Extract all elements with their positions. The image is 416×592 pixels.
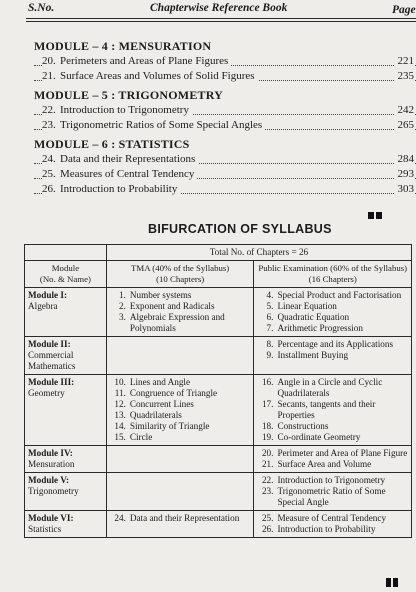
chapter-item: 4. Special Product and Factorisation — [266, 290, 402, 300]
header-rule-thin — [26, 21, 416, 22]
module-name: Algebra — [28, 301, 58, 311]
chapter-item: 24. Data and their Representation — [114, 513, 240, 523]
exam-cell — [254, 511, 412, 538]
page-header — [0, 0, 416, 34]
toc-entry — [34, 182, 416, 197]
table-row — [25, 375, 412, 446]
exam-cell — [254, 473, 412, 511]
chapter-item: 17. Secants, tangents and their Properties — [261, 399, 376, 420]
toc-entry — [34, 167, 416, 182]
module-heading: MODULE – 6 : STATISTICS — [34, 137, 190, 151]
exam-cell — [254, 446, 412, 473]
page-number: 235 — [395, 69, 415, 84]
chapter-title: Data and their Representations — [60, 153, 196, 165]
chapter-number: 23. — [42, 119, 56, 131]
page-end-marker — [386, 574, 400, 592]
table-row — [25, 473, 412, 511]
table-row — [25, 337, 412, 375]
chapter-title: Perimeters and Areas of Plane Figures — [60, 55, 229, 67]
module-number: Module IV: — [28, 448, 73, 458]
module-name: Commercial Mathematics — [28, 350, 76, 371]
module-name: Mensuration — [28, 459, 75, 469]
syllabus-table — [24, 244, 412, 538]
chapter-item: 9. Installment Buying — [266, 350, 349, 360]
module-name: Trigonometry — [28, 486, 79, 496]
chapter-item: 1. Number systems — [118, 290, 192, 300]
page-number: 242 — [395, 103, 415, 118]
chapter-number: 22. — [42, 104, 56, 116]
tma-cell — [106, 473, 254, 511]
tma-cell — [106, 375, 254, 446]
section-title: BIFURCATION OF SYLLABUS — [148, 222, 332, 236]
chapter-number: 26. — [42, 183, 56, 195]
chapter-item: 19. Co-ordinate Geometry — [261, 432, 361, 442]
module-heading: MODULE – 4 : MENSURATION — [34, 39, 212, 53]
section-marker — [368, 206, 388, 214]
chapter-item: 13. Quadrilaterals — [114, 410, 182, 420]
module-name: Statistics — [28, 524, 62, 534]
module-column-header: Module (No. & Name) — [25, 261, 107, 288]
chapter-number: 20. — [42, 55, 56, 67]
book-title: Chapterwise Reference Book — [150, 2, 288, 14]
chapter-item: 10. Lines and Angle — [114, 377, 191, 387]
chapter-number: 21. — [42, 70, 56, 82]
total-chapters: Total No. of Chapters = 26 — [106, 245, 411, 261]
chapter-item: 22. Introduction to Trigonometry — [261, 475, 386, 485]
chapter-number: 24. — [42, 153, 56, 165]
header-rule — [26, 18, 416, 19]
chapter-item: 25. Measure of Central Tendency — [261, 513, 387, 523]
toc-entry — [34, 103, 416, 118]
module-number: Module II: — [28, 339, 71, 349]
page-number: 293 — [395, 167, 415, 182]
chapter-item: 3. Algebraic Expression and Polynomials — [118, 312, 225, 333]
table-row — [25, 511, 412, 538]
module-cell — [25, 375, 107, 446]
column-headers — [25, 261, 412, 288]
toc-entry — [34, 118, 416, 133]
page-number: 221 — [395, 54, 415, 69]
sno-label: S.No. — [28, 2, 55, 14]
module-cell — [25, 446, 107, 473]
tma-column-header: TMA (40% of the Syllabus) (10 Chapters) — [106, 261, 254, 288]
chapter-item: 21. Surface Area and Volume — [261, 459, 372, 469]
toc-entry — [34, 69, 416, 84]
chapter-item: 16. Angle in a Circle and Cyclic Quadrilaterals — [261, 377, 383, 398]
table-row — [25, 288, 412, 337]
module-number: Module V: — [28, 475, 70, 485]
module-cell — [25, 473, 107, 511]
chapter-title: Measures of Central Tendency — [60, 168, 195, 180]
page-number: 303 — [395, 182, 415, 197]
chapter-item: 7. Arithmetic Progression — [266, 323, 363, 333]
module-number: Module III: — [28, 377, 75, 387]
page-number: 265 — [395, 118, 415, 133]
chapter-item: 2. Exponent and Radicals — [118, 301, 215, 311]
table-row — [25, 446, 412, 473]
chapter-title: Introduction to Probability — [60, 183, 178, 195]
chapter-item: 23. Trigonometric Ratio of Some Special Angle — [261, 486, 386, 507]
table-of-contents — [34, 38, 416, 200]
page-number: 284 — [395, 152, 415, 167]
exam-cell — [254, 375, 412, 446]
chapter-title: Trigonometric Ratios of Some Special Angles — [60, 119, 263, 131]
toc-entry — [34, 152, 416, 167]
chapter-item: 14. Similarity of Triangle — [114, 421, 210, 431]
tma-cell — [106, 337, 254, 375]
chapter-item: 26. Introduction to Probability — [261, 524, 376, 534]
chapter-title: Introduction to Trigonometry — [60, 104, 189, 116]
module-name: Geometry — [28, 388, 65, 398]
toc-entry — [34, 54, 416, 69]
chapter-item: 8. Percentage and its Applications — [266, 339, 394, 349]
exam-cell — [254, 337, 412, 375]
module-cell — [25, 511, 107, 538]
chapter-item: 6. Quadratic Equation — [266, 312, 350, 322]
chapter-item: 12. Concurrent Lines — [114, 399, 194, 409]
total-row — [25, 245, 412, 261]
chapter-item: 11. Congruence of Triangle — [114, 388, 218, 398]
tma-cell — [106, 446, 254, 473]
chapter-item: 15. Circle — [114, 432, 153, 442]
chapter-title: Surface Areas and Volumes of Solid Figures — [60, 70, 255, 82]
module-number: Module I: — [28, 290, 68, 300]
module-cell — [25, 288, 107, 337]
exam-column-header: Public Examination (60% of the Syllabus) (16 Chapters) — [254, 261, 412, 288]
chapter-item: 18. Constructions — [261, 421, 329, 431]
tma-cell — [106, 288, 254, 337]
chapter-item: 20. Perimeter and Area of Plane Figure — [261, 448, 408, 458]
chapter-number: 25. — [42, 168, 56, 180]
page-label: Page — [392, 4, 416, 16]
chapter-item: 5. Linear Equation — [266, 301, 337, 311]
module-number: Module VI: — [28, 513, 74, 523]
exam-cell — [254, 288, 412, 337]
module-heading: MODULE – 5 : TRIGONOMETRY — [34, 88, 224, 102]
tma-cell — [106, 511, 254, 538]
module-cell — [25, 337, 107, 375]
